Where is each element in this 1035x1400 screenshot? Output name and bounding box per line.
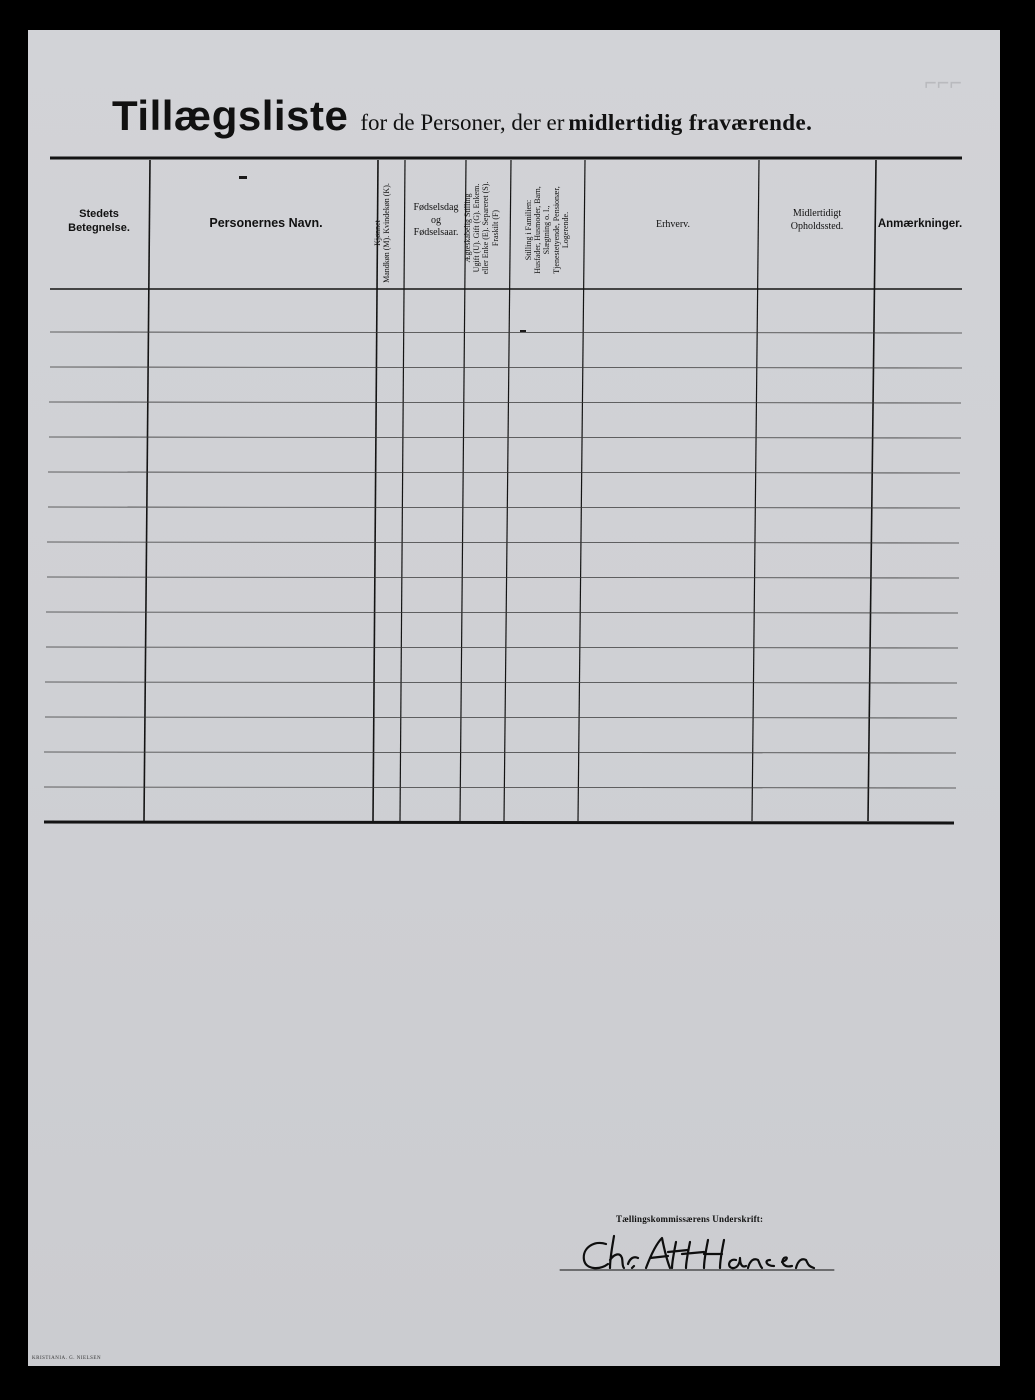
- col-divider: [868, 160, 876, 821]
- col-divider: [400, 160, 405, 821]
- bottom-rule: [44, 822, 954, 823]
- col-header-stilling-line5: Logerende.: [560, 211, 570, 249]
- col-header-navn: Personernes Navn.: [209, 216, 323, 230]
- col-header-stedets: [58, 208, 140, 236]
- col-header-fodsel-line2: og: [431, 214, 441, 226]
- col-header-midl-line1: Midlertidigt: [792, 208, 842, 219]
- col-header-stilling: [524, 168, 576, 292]
- ink-mark: [239, 176, 247, 179]
- col-header-stilling-line2: Husfader, Husmoder, Barn,: [533, 186, 543, 274]
- col-header-kjonnet-line1: Kjønnet: [373, 220, 382, 246]
- col-header-stilling-line3: Slægtning o. l.,: [542, 205, 552, 255]
- col-header-fodsel: [406, 202, 466, 240]
- col-header-fodsel-line3: Fødselsaar.: [413, 227, 459, 238]
- col-header-aegteskab: [463, 168, 505, 288]
- col-header-stilling-line1: Stilling i Familien:: [524, 199, 533, 261]
- table-grid: [28, 30, 1000, 860]
- col-divider: [504, 160, 511, 821]
- col-header-fodsel-line1: Fødselsdag: [413, 202, 459, 213]
- col-header-kjonnet: [373, 178, 399, 288]
- title-bold: midlertidig fraværende.: [568, 110, 813, 135]
- col-header-midlertidigt: [762, 208, 872, 233]
- col-header-kjonnet-line2: Mandkøn (M). Kvindekøn (K).: [382, 183, 392, 283]
- row-lines: [44, 332, 962, 788]
- census-form-page: [28, 30, 1000, 1366]
- col-header-aegte-line2: Ugift (U). Gift (G). Enkem.: [472, 183, 482, 273]
- printer-mark: KRISTIANIA. G. NIELSEN: [32, 1356, 102, 1361]
- col-header-aegte-line4: Fraskilt (F): [490, 209, 500, 247]
- col-divider: [752, 160, 759, 821]
- signature-label: Tællingskommissærens Underskrift:: [616, 1214, 764, 1224]
- col-header-midl-line2: Opholdssted.: [790, 220, 844, 232]
- col-divider: [578, 160, 585, 821]
- col-header-anmaerkninger: Anmærkninger.: [877, 218, 963, 230]
- title-middle: for de Personer, der er: [360, 110, 565, 135]
- col-header-erhverv: Erhverv.: [655, 219, 691, 230]
- signature: [548, 1230, 838, 1280]
- corner-mark: ⌐⌐⌐: [924, 70, 962, 95]
- col-header-stedets-line2: Betegnelse.: [68, 221, 130, 234]
- col-header-aegte-line3: eller Enke (E). Separeret (S).: [481, 181, 491, 275]
- col-header-stilling-line4: Tjenestetyende, Pensionær,: [551, 186, 561, 274]
- col-header-aegte-line1: Ægteskabelig Stilling: [463, 193, 472, 263]
- col-divider: [144, 160, 150, 821]
- col-header-stedets-line1: Stedets: [79, 208, 119, 220]
- title-main: Tillægsliste: [112, 92, 349, 139]
- ink-mark: [520, 330, 526, 332]
